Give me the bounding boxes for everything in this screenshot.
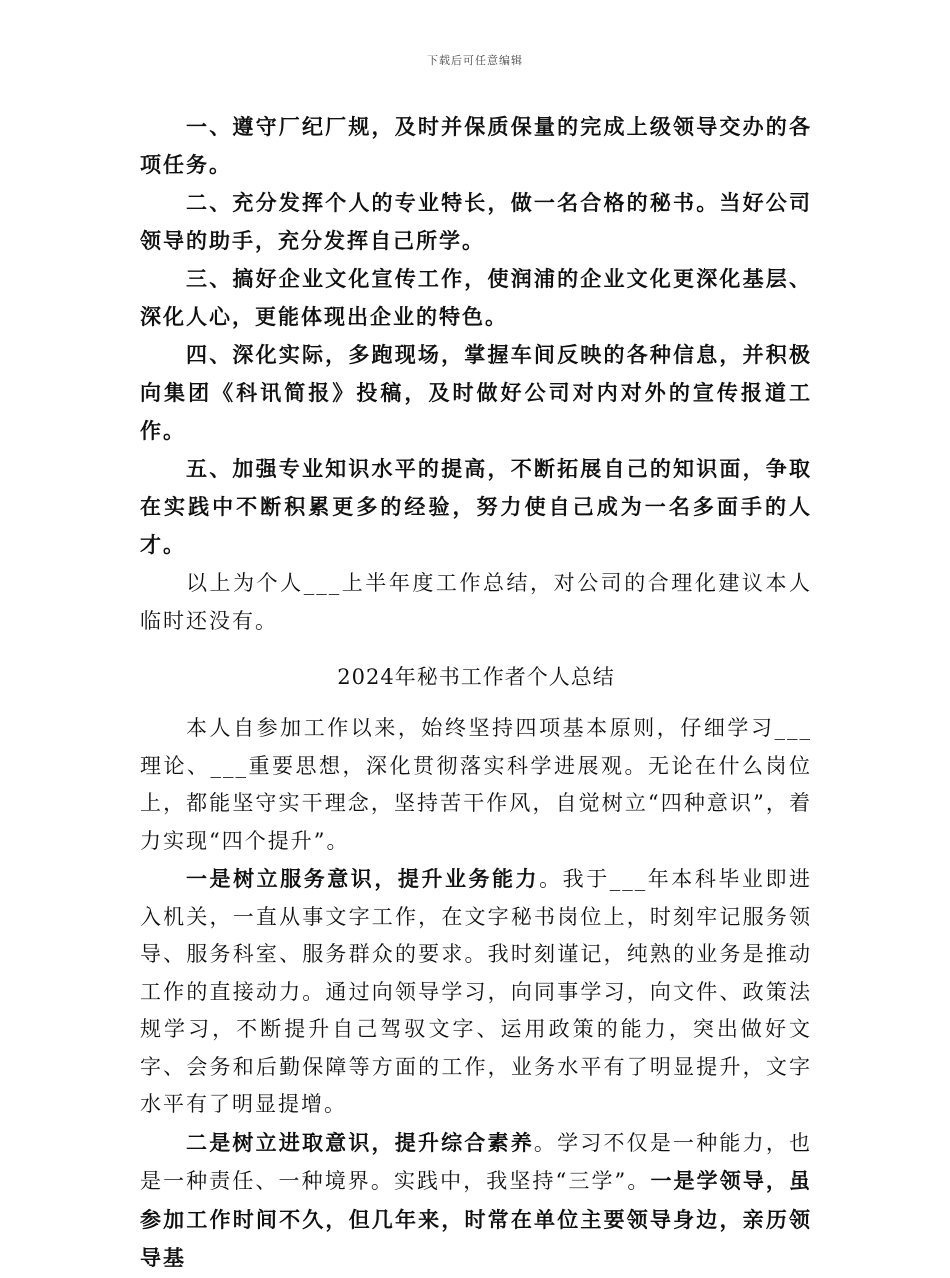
paragraph-item-2: 二、充分发挥个人的专业特长，做一名合格的秘书。当好公司领导的助手，充分发挥自己所学。 xyxy=(140,190,812,253)
paragraph-item-4: 四、深化实际，多跑现场，掌握车间反映的各种信息，并积极向集团《科讯简报》投稿，及时做好公司对内对外的宣传报道工作。 xyxy=(140,342,812,443)
intro-paragraph: 本人自参加工作以来，始终坚持四项基本原则，仔细学习___理论、___重要思想，深化贯彻落实科学进展观。无论在什么岗位上，都能坚守实干理念，坚持苦干作风，自觉树立“四种意识”，着力实现“四个提升”。 xyxy=(140,716,812,853)
progress-body: 。学习不仅是一种能力，也是一种责任、一种境界。实践中，我坚持“三学”。 xyxy=(140,1130,813,1193)
service-lead: 一是树立服务意识，提升业务能力 xyxy=(186,866,540,891)
service-body: 。我于___年本科毕业即进入机关，一直从事文字工作，在文字秘书岗位上，时刻牢记服务领导、服务科室、服务群众的要求。我时刻谨记，纯熟的业务是推动工作的直接动力。通过向领导学习，向同事学习，向文件、政策法规学习，不断提升自己驾驭文字、运用政策的能力，突出做好文字、会务和后勤保障等方面的工作，业务水平有了明显提升，文字水平有了明显提增。 xyxy=(140,867,813,1116)
paragraph-item-1: 一、遵守厂纪厂规，及时并保质保量的完成上级领导交办的各项任务。 xyxy=(140,114,812,177)
page-header: 下载后可任意编辑 xyxy=(427,54,523,67)
service-paragraph xyxy=(140,860,812,1124)
closing-paragraph: 以上为个人___上半年度工作总结，对公司的合理化建议本人临时还没有。 xyxy=(140,571,812,633)
progress-paragraph xyxy=(140,1124,812,1278)
paragraph-item-5: 五、加强专业知识水平的提高，不断拓展自己的知识面，争取在实践中不断积累更多的经验，努力使自己成为一名多面手的人才。 xyxy=(140,456,812,557)
progress-lead: 二是树立进取意识，提升综合素养 xyxy=(186,1129,534,1155)
progress-bold-tail: 一是学领导，虽参加工作时间不久，但几年来，时常在单位主要领导身边，亲历领导基 xyxy=(140,1168,812,1270)
document-body xyxy=(140,108,812,1278)
section-title: 2024年秘书工作者个人总结 xyxy=(337,665,615,689)
paragraph-item-3: 三、搞好企业文化宣传工作，使润浦的企业文化更深化基层、深化人心，更能体现出企业的特色。 xyxy=(140,266,812,329)
